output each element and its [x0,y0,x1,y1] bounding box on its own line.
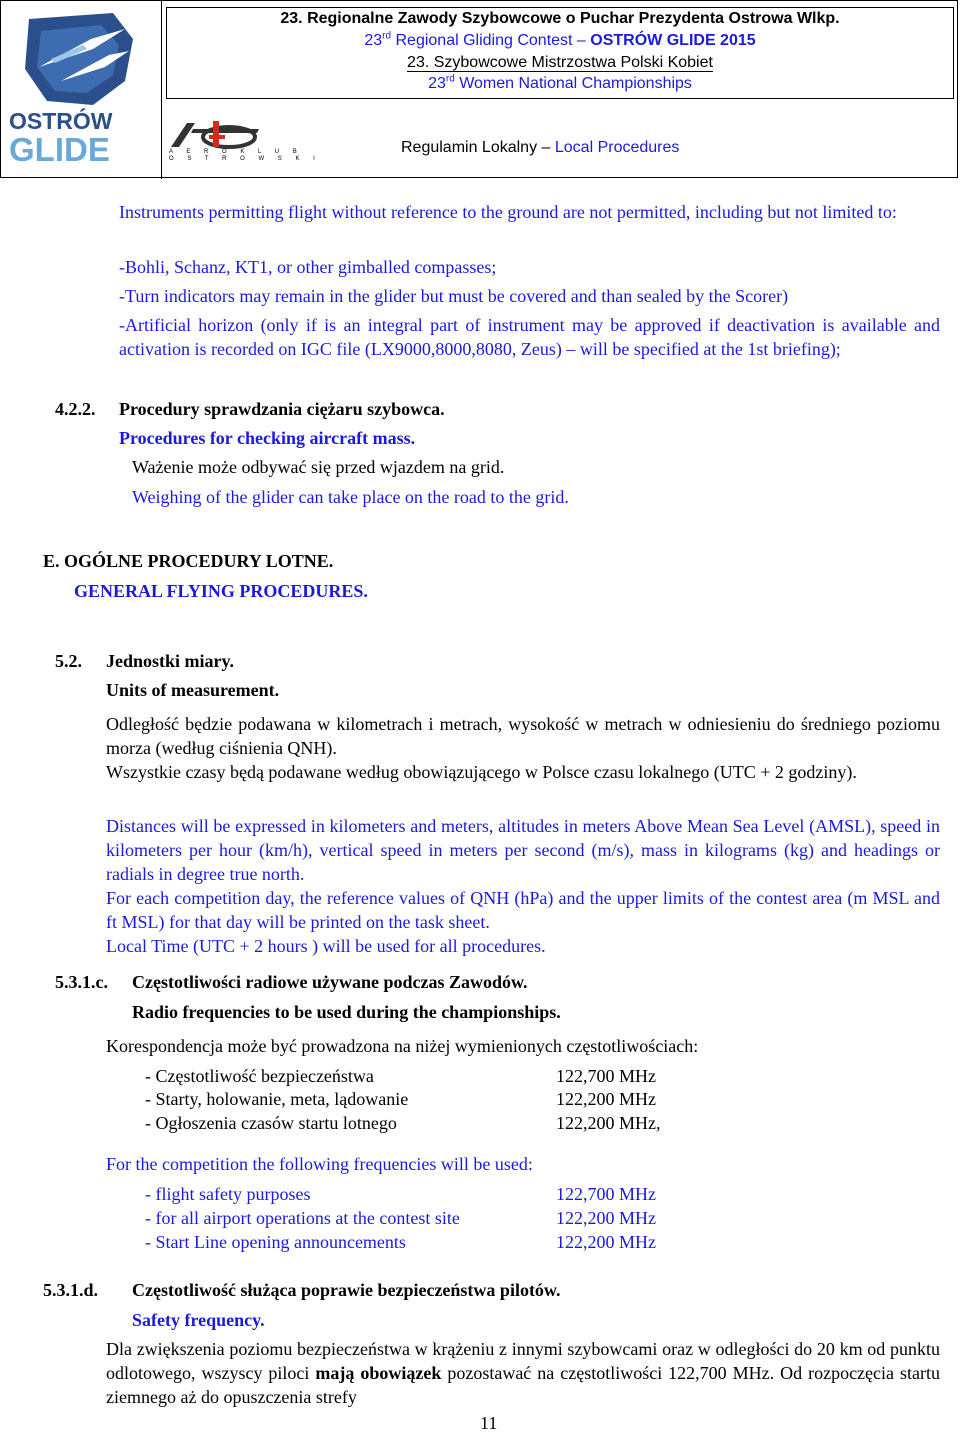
aeroklub-text-1: A E R O K L U B [169,149,303,155]
regulamin-title: Regulamin Lokalny – Local Procedures [401,139,680,156]
frequencies-intro-pl: Korespondencja może być prowadzona na niżej wymienionych częstotliwościach: [106,1036,699,1056]
page-header [0,0,958,178]
safety-text-a: Dla zwiększenia poziomu bezpieczeństwa w krążeniu z innymi szybowcami oraz w odległości do 20 km od punktu odlotowego, wszyscy piloci [106,1339,940,1383]
header-line-2: 23rd Regional Gliding Contest – OSTRÓW GLIDE 2015 [364,30,756,49]
section-title-e-pl: E. OGÓLNE PROCEDURY LOTNE. [43,551,334,571]
safety-frequency-paragraph [106,1337,940,1409]
header-line-1: 23. Regionalne Zawody Szybowcowe o Puchar Prezydenta Ostrowa Wlkp. [280,10,840,27]
frequency-label: - Start Line opening announcements [145,1232,406,1252]
header-divider [161,1,162,179]
instruments-paragraph [119,200,940,224]
header-line-4: 23rd Women National Championships [428,73,692,92]
units-pl-text-1: Odległość będzie podawana w kilometrach i metrach, wysokość w metrach w odniesieniu do średniego poziomu morza (według ciśnienia QNH). [106,714,940,758]
section-title-422-en: Procedures for checking aircraft mass. [119,428,416,448]
safety-text-bold: mają obowiązek [315,1363,442,1383]
instruments-text-2: -Bohli, Schanz, KT1, or other gimballed compasses; [119,257,497,277]
safety-text-b: pozostawać na częstotliwości 122,700 MHz. Od rozpoczęcia startu ziemnego aż do opuszczenia strefy [106,1363,940,1407]
frequency-label: - for all airport operations at the contest site [145,1208,460,1228]
frequency-value: 122,200 MHz [556,1208,656,1228]
ostrow-glide-logo-icon [21,9,141,109]
frequency-value: 122,200 MHz [556,1232,656,1252]
instruments-text-1: Instruments permitting flight without reference to the ground are not permitted, including but not limited to: [119,202,897,222]
frequency-label: - flight safety purposes [145,1184,311,1204]
page-number: 11 [480,1413,498,1433]
units-en-text-3: Local Time (UTC + 2 hours ) will be used for all procedures. [106,936,546,956]
logo-line-ostrow: OSTRÓW [9,108,113,134]
section-number-52: 5.2. [55,651,82,671]
section-text-422-pl: Ważenie może odbywać się przed wjazdem na grid. [132,457,505,477]
header-title-box [166,7,954,99]
frequency-value: 122,700 MHz [556,1184,656,1204]
frequency-value: 122,200 MHz [556,1089,656,1109]
frequency-value: 122,700 MHz [556,1066,656,1086]
section-number-422: 4.2.2. [55,399,96,419]
frequency-label: - Ogłoszenia czasów startu lotnego [145,1113,397,1133]
logo-line-glide: GLIDE [9,131,110,168]
section-number-531c: 5.3.1.c. [55,972,108,992]
section-title-52-en: Units of measurement. [106,680,280,700]
frequency-value: 122,200 MHz, [556,1113,661,1133]
units-pl-text-2: Wszystkie czasy będą podawane według obowiązującego w Polsce czasu lokalnego (UTC + 2 godziny). [106,762,857,782]
units-pl-paragraphs [106,712,940,784]
section-title-422-pl: Procedury sprawdzania ciężaru szybowca. [119,399,445,419]
header-line-3: 23. Szybowcowe Mistrzostwa Polski Kobiet [407,54,713,71]
section-title-531c-en: Radio frequencies to be used during the championships. [132,1002,561,1022]
units-en-text-2: For each competition day, the reference values of QNH (hPa) and the upper limits of the contest area (m MSL and ft MSL) for that day will be printed on the task sheet. [106,888,940,932]
frequency-label: - Starty, holowanie, meta, lądowanie [145,1089,409,1109]
section-title-531c-pl: Częstotliwości radiowe używane podczas Zawodów. [132,972,528,992]
logo-wordmark [9,109,159,167]
units-en-paragraphs [106,814,940,958]
section-number-531d: 5.3.1.d. [43,1280,99,1300]
instruments-text-4: -Artificial horizon (only if is an integral part of instrument may be approved if deactivation is available and activation is recorded on IGC file (LX9000,8000,8080, Zeus) – will be specified at the 1st briefing); [119,315,940,359]
units-en-text-1: Distances will be expressed in kilometers and meters, altitudes in meters Above Mean Sea Level (AMSL), speed in kilometers per hour (km/h), vertical speed in meters per second (m/s), mass in kilograms (kg) and headings or radials in degree true north. [106,816,940,884]
section-title-531d-en: Safety frequency. [132,1310,265,1330]
section-title-e-en: GENERAL FLYING PROCEDURES. [74,581,368,601]
aeroklub-text-2: O S T R O W S K I [169,156,321,162]
section-title-531d-pl: Częstotliwość służąca poprawie bezpieczeństwa pilotów. [132,1280,561,1300]
aeroklub-logo-icon [169,119,264,149]
section-title-52-pl: Jednostki miary. [106,651,235,671]
frequencies-intro-en: For the competition the following frequencies will be used: [106,1154,533,1174]
frequency-label: - Częstotliwość bezpieczeństwa [145,1066,374,1086]
section-text-422-en: Weighing of the glider can take place on the road to the grid. [132,487,569,507]
instruments-text-3: -Turn indicators may remain in the glider but must be covered and than sealed by the Scorer) [119,286,789,306]
instruments-paragraph-4 [119,313,940,361]
